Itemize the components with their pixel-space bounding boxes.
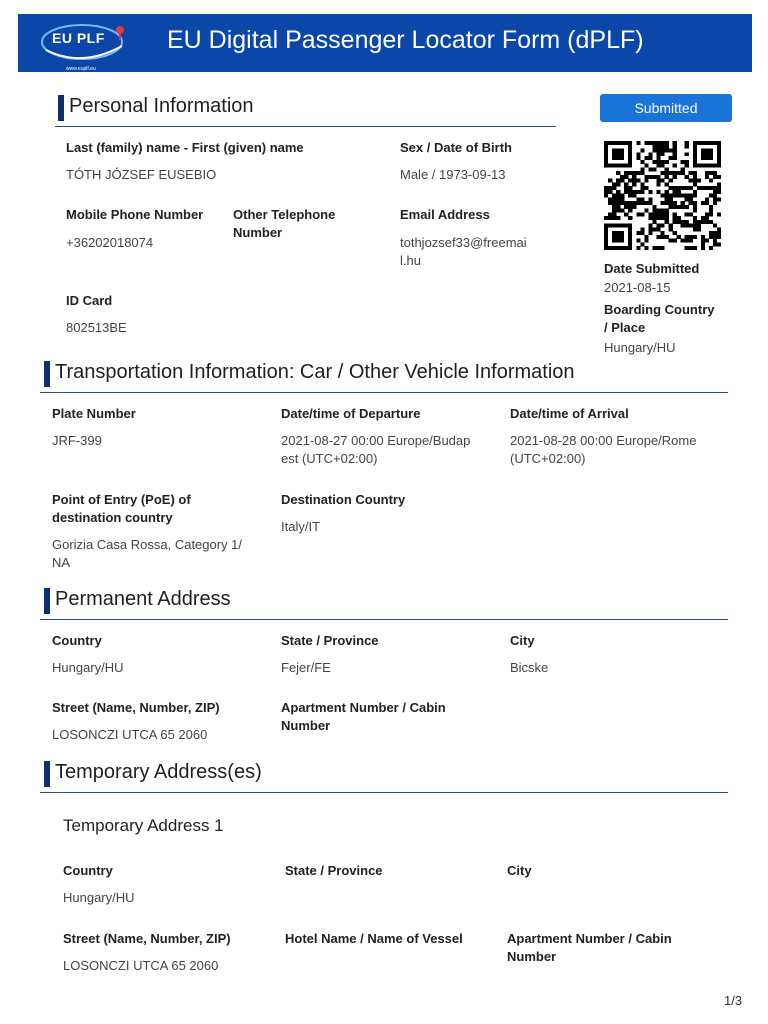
sex-dob-value: Male / 1973-09-13 [400,167,506,182]
perm-apt-label-line1: Apartment Number / Cabin [281,700,446,715]
perm-street-label: Street (Name, Number, ZIP) [52,700,220,715]
arrival-value-line1: 2021-08-28 00:00 Europe/Rome [510,433,697,448]
poe-label-line2: destination country [52,510,173,525]
section-marker [44,361,50,387]
destination-label: Destination Country [281,492,406,507]
logo-text: EU PLF [52,30,105,46]
departure-value-line1: 2021-08-27 00:00 Europe/Budap [281,433,471,448]
poe-value-line2: NA [52,555,71,570]
sex-dob-label: Sex / Date of Birth [400,140,512,155]
temp-city-label: City [507,863,532,878]
date-submitted-value: 2021-08-15 [604,280,671,295]
temp-state-label: State / Province [285,863,383,878]
perm-city-value: Bicske [510,660,549,675]
perm-state-value: Fejer/FE [281,660,331,675]
section-divider [40,792,728,793]
section-title-transport: Transportation Information: Car / Other Vehicle Information [55,361,575,383]
section-marker [58,95,64,121]
section-divider [55,126,556,127]
destination-value: Italy/IT [281,519,321,534]
temp-hotel-label: Hotel Name / Name of Vessel [285,931,463,946]
boarding-value: Hungary/HU [604,340,676,355]
section-title-personal: Personal Information [69,95,254,117]
section-title-permanent: Permanent Address [55,588,231,610]
email-value-line1: tothjozsef33@freemai [400,235,527,250]
boarding-label-line2: / Place [604,320,646,335]
date-submitted-label: Date Submitted [604,261,700,276]
email-label: Email Address [400,207,490,222]
other-phone-label-line2: Number [233,225,283,240]
plate-value: JRF-399 [52,433,102,448]
temp-apt-label-line1: Apartment Number / Cabin [507,931,672,946]
plate-label: Plate Number [52,406,136,421]
perm-country-label: Country [52,633,102,648]
page-title: EU Digital Passenger Locator Form (dPLF) [167,26,644,54]
poe-value-line1: Gorizia Casa Rossa, Category 1/ [52,537,243,552]
mobile-value: +36202018074 [66,235,154,250]
id-card-label: ID Card [66,293,113,308]
arrival-value-line2: (UTC+02:00) [510,451,586,466]
status-badge: Submitted [600,94,732,122]
temp-apt-label-line2: Number [507,949,557,964]
section-divider [40,619,728,620]
temp-address-subtitle: Temporary Address 1 [63,816,224,835]
name-label: Last (family) name - First (given) name [66,140,304,155]
temp-street-value: LOSONCZI UTCA 65 2060 [63,958,219,973]
page-number: 1/3 [724,993,743,1008]
qr-code [604,141,721,250]
boarding-label-line1: Boarding Country [604,302,715,317]
name-value: TÓTH JÓZSEF EUSEBIO [66,167,217,182]
perm-state-label: State / Province [281,633,379,648]
temp-country-value: Hungary/HU [63,890,135,905]
section-marker [44,588,50,614]
mobile-label: Mobile Phone Number [66,207,204,222]
logo-url: www.euplf.eu [66,66,96,72]
departure-label: Date/time of Departure [281,406,421,421]
section-divider [40,392,728,393]
eu-plf-logo [38,20,130,72]
other-phone-label-line1: Other Telephone [233,207,336,222]
perm-country-value: Hungary/HU [52,660,124,675]
temp-country-label: Country [63,863,113,878]
id-card-value: 802513BE [66,320,127,335]
perm-apt-label-line2: Number [281,718,331,733]
temp-street-label: Street (Name, Number, ZIP) [63,931,231,946]
arrival-label: Date/time of Arrival [510,406,629,421]
email-value-line2: l.hu [400,253,421,268]
section-marker [44,761,50,787]
page-header [18,14,752,72]
departure-value-line2: est (UTC+02:00) [281,451,378,466]
perm-city-label: City [510,633,535,648]
perm-street-value: LOSONCZI UTCA 65 2060 [52,727,208,742]
poe-label-line1: Point of Entry (PoE) of [52,492,191,507]
section-title-temporary: Temporary Address(es) [55,761,262,783]
